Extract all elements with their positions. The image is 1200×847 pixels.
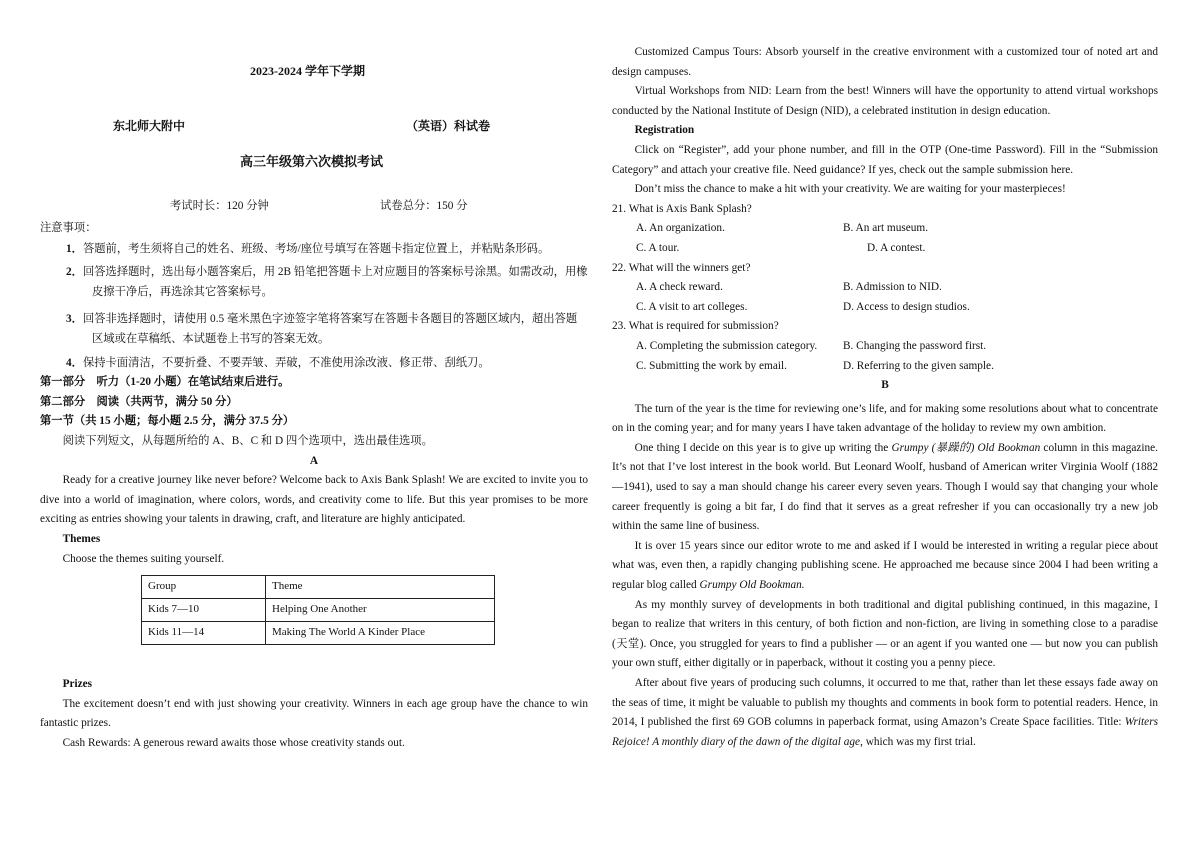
note-item-1: 1．答题前，考生须将自己的姓名、班级、考场/座位号填写在答题卡指定位置上，并粘贴条形码。 xyxy=(66,242,550,255)
note-item-3: 3．回答非选择题时，请使用 0.5 毫米黑色字迹签字笔将答案写在答题卡各题目的答题区域内，超出答题区域或在草稿纸、本试题卷上书写的答案无效。 xyxy=(66,313,578,345)
notes-block xyxy=(40,219,588,753)
option-b: B. Admission to NID. xyxy=(843,281,942,294)
table-header-row xyxy=(142,576,495,599)
right-column xyxy=(612,43,1158,752)
table-header-theme: Theme xyxy=(266,576,495,599)
option-c: C. Submitting the work by email. xyxy=(636,359,787,372)
passage-b-p1: The turn of the year is the time for reviewing one’s life, and for making some resolutions about what to concentrate on in the coming year; and for many years I have taken advantage of the holiday to review my own ambition. xyxy=(612,402,1158,435)
option-d: D. A contest. xyxy=(867,241,926,254)
cash-rewards: Cash Rewards: A generous reward awaits those whose creativity stands out. xyxy=(62,736,405,749)
table-cell: Kids 11—14 xyxy=(142,622,266,645)
closing-text: Don’t miss the chance to make a hit with your creativity. We are waiting for your masterpieces! xyxy=(634,183,1066,196)
passage-b-p3: It is over 15 years since our editor wrote to me and asked if I would be interested in writing a regular piece about what was, even then, a rapidly changing publishing scene. He approached me because since 2004 I had been writing a regular blog called Grumpy Old Bookman. xyxy=(612,539,1158,592)
option-d: D. Referring to the given sample. xyxy=(843,359,994,372)
option-b: B. Changing the password first. xyxy=(843,339,987,352)
option-a: A. A check reward. xyxy=(636,281,723,294)
registration-text: Click on “Register”, add your phone number, and fill in the OTP (One-time Password). Fill in the “Submission Category” and attach your creative file. Need guidance? If yes, check out the sample submission here. xyxy=(612,143,1158,176)
virtual-workshops: Virtual Workshops from NID: Learn from the best! Winners will have the opportunity to attend virtual workshops conducted by the National Institute of Design (NID), a celebrated institution in design education. xyxy=(612,85,1158,117)
exam-title: 高三年级第六次模拟考试 xyxy=(240,154,384,169)
passage-a-label: A xyxy=(309,454,319,467)
question-stem: 22. What will the winners get? xyxy=(612,261,751,274)
table-cell: Helping One Another xyxy=(266,599,495,622)
passage-b-p5: After about five years of producing such columns, it occurred to me that, rather than let these essays fade away on the seas of time, it might be valuable to publish my thoughts and comments in book form to potential readers. Hence, in 2014, I published the first 69 GOB columns in paperback format, using Amazon’s Create Space facilities. Title: Writers Rejoice! A monthly diary of the dawn of the digital age, which was my first trial. xyxy=(612,677,1158,748)
exam-total-score: 试卷总分：150 分 xyxy=(380,200,468,212)
table-row xyxy=(142,622,495,645)
option-a: A. An organization. xyxy=(636,222,725,235)
question-22 xyxy=(612,259,1158,318)
term-title: 2023-2024 学年下学期 xyxy=(250,64,365,78)
passage-a-intro: Ready for a creative journey like never before? Welcome back to Axis Bank Splash! We are excited to invite you to dive into a world of imagination, where colors, words, and creativity come to life. But this year promises to be more exciting as entries showing your talents in drawing, craft, and literature are highly anticipated. xyxy=(40,474,588,526)
themes-table xyxy=(141,575,495,645)
school-name: 东北师大附中 xyxy=(113,119,186,133)
table-row xyxy=(142,599,495,622)
option-a: A. Completing the submission category. xyxy=(636,339,818,352)
blog-title: Grumpy Old Bookman. xyxy=(699,579,805,592)
book-title: Writers Rejoice! A monthly diary of the dawn of the digital age xyxy=(612,716,1158,748)
table-cell: Kids 7—10 xyxy=(142,599,266,622)
section-instruction: 阅读下列短文，从每题所给的 A、B、C 和 D 四个选项中，选出最佳选项。 xyxy=(62,434,433,447)
question-23 xyxy=(612,317,1158,376)
notes-title: 注意事项： xyxy=(40,222,97,234)
note-item-4: 4．保持卡面清洁，不要折叠、不要弄皱、弄破，不准使用涂改液、修正带、刮纸刀。 xyxy=(66,356,490,369)
prizes-text: The excitement doesn’t end with just showing your creativity. Winners in each age group have the chance to win fantastic prizes. xyxy=(40,697,588,730)
section1-heading: 第一节（共 15 小题；每小题 2.5 分，满分 37.5 分） xyxy=(40,415,295,428)
part2-heading: 第二部分 阅读（共两节，满分 50 分） xyxy=(40,395,238,408)
option-c: C. A visit to art colleges. xyxy=(636,300,748,313)
subject-title: （英语）科试卷 xyxy=(406,119,491,133)
campus-tours: Customized Campus Tours: Absorb yourself in the creative environment with a customized tour of noted art and design campuses. xyxy=(612,46,1158,78)
column-title: Grumpy (暴躁的) Old Bookman xyxy=(891,441,1041,454)
exam-duration: 考试时长：120 分钟 xyxy=(170,200,269,212)
themes-heading: Themes xyxy=(62,532,101,545)
note-item-2: 2．回答选择题时，选出每小题答案后，用 2B 铅笔把答题卡上对应题目的答案标号涂黑。如需改动，用橡皮擦干净后，再选涂其它答案标号。 xyxy=(66,266,588,298)
prizes-heading: Prizes xyxy=(62,678,93,691)
themes-text: Choose the themes suiting yourself. xyxy=(62,552,225,565)
option-d: D. Access to design studios. xyxy=(843,300,970,313)
table-cell: Making The World A Kinder Place xyxy=(266,622,495,645)
passage-b-p2: One thing I decide on this year is to give up writing the Grumpy (暴躁的) Old Bookman column in this magazine. It’s not that I’ve lost interest in the book world. But Leonard Woolf, husband of American writer Virginia Woolf (1882—1941), used to say a man should change his career every seven years. Though I would say that changing your whole career frequently is going a bit far, I do find that it serves as a great refresher if you can occasionally try a new job within the same line of business. xyxy=(612,441,1158,533)
passage-b-p4: As my monthly survey of developments in both traditional and digital publishing continued, in this magazine, I began to realize that writers in this century, of both fiction and non-fiction, are living in something close to a paradise (天堂). Once, you struggled for years to find a publisher — or an agent if you wanted one — but now you can publish your own stuff, either digitally or in paperback, without it costing you a penny piece. xyxy=(612,598,1158,670)
question-stem: 21. What is Axis Bank Splash? xyxy=(612,202,752,215)
option-b: B. An art museum. xyxy=(843,222,929,235)
registration-heading: Registration xyxy=(634,124,695,137)
question-stem: 23. What is required for submission? xyxy=(612,320,779,333)
table-header-group: Group xyxy=(142,576,266,599)
passage-b-label: B xyxy=(881,379,889,392)
question-21 xyxy=(612,200,1158,259)
option-c: C. A tour. xyxy=(636,241,680,254)
part1-heading: 第一部分 听力（1-20 小题）在笔试结束后进行。 xyxy=(40,376,290,389)
